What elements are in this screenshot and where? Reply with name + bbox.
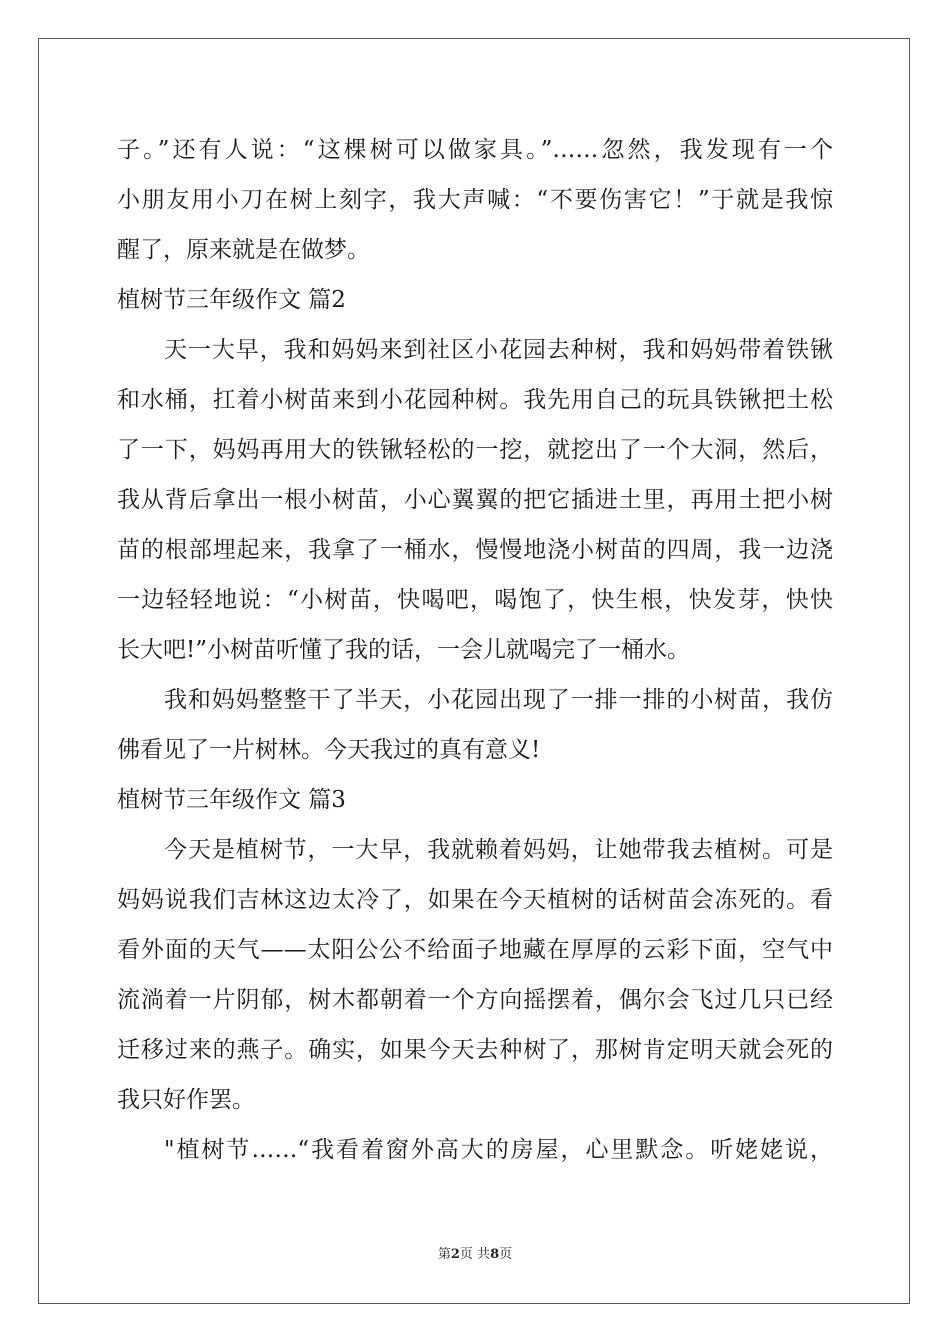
- footer-suffix: 页: [499, 1247, 513, 1262]
- text-line: 流淌着一片阴郁，树木都朝着一个方向摇摆着，偶尔会飞过几只已经: [117, 987, 833, 1013]
- text-line: 看外面的天气——太阳公公不给面子地藏在厚厚的云彩下面，空气中: [117, 937, 833, 963]
- text-line: 醒了，原来就是在做梦。: [117, 237, 370, 263]
- text-line: 我从背后拿出一根小树苗，小心翼翼的把它插进土里，再用土把小树: [117, 487, 833, 513]
- total-page-number: 8: [490, 1247, 500, 1262]
- text-line: 天一大早，我和妈妈来到社区小花园去种树，我和妈妈带着铁锹: [164, 337, 833, 363]
- text-line: 苗的根部埋起来，我拿了一桶水，慢慢地浇小树苗的四周，我一边浇: [117, 537, 833, 563]
- text-line: 今天是植树节，一大早，我就赖着妈妈，让她带我去植树。可是: [164, 837, 833, 863]
- text-line: 小朋友用小刀在树上刻字，我大声喊：“不要伤害它！”于就是我惊: [117, 187, 833, 213]
- text-line: 子。”还有人说：“这棵树可以做家具。”……忽然，我发现有一个: [117, 137, 833, 163]
- text-line: 我和妈妈整整干了半天，小花园出现了一排一排的小树苗，我仿: [164, 687, 833, 713]
- text-line: 一边轻轻地说：“小树苗，快喝吧，喝饱了，快生根，快发芽，快快: [117, 587, 833, 613]
- text-line: 和水桶，扛着小树苗来到小花园种树。我先用自己的玩具铁锹把土松: [117, 387, 833, 413]
- footer-prefix: 第: [437, 1247, 451, 1262]
- text-line: 我只好作罢。: [117, 1087, 255, 1113]
- page-footer: [0, 1246, 950, 1264]
- text-line: 了一下，妈妈再用大的铁锹轻松的一挖，就挖出了一个大洞，然后，: [117, 437, 833, 463]
- text-line: 长大吧!”小树苗听懂了我的话，一会儿就喝完了一桶水。: [117, 637, 691, 663]
- section-heading: 植树节三年级作文 篇3: [117, 787, 346, 813]
- footer-middle: 页 共: [459, 1247, 491, 1262]
- text-line: 迁移过来的燕子。确实，如果今天去种树了，那树肯定明天就会死的: [117, 1037, 833, 1063]
- text-line: 妈妈说我们吉林这边太冷了，如果在今天植树的话树苗会冻死的。看: [117, 887, 833, 913]
- section-heading: 植树节三年级作文 篇2: [117, 287, 346, 313]
- current-page-number: 2: [450, 1247, 460, 1262]
- text-line: 佛看见了一片树林。今天我过的真有意义!: [117, 737, 541, 763]
- text-line: "植树节……“我看着窗外高大的房屋，心里默念。听姥姥说，: [164, 1137, 833, 1163]
